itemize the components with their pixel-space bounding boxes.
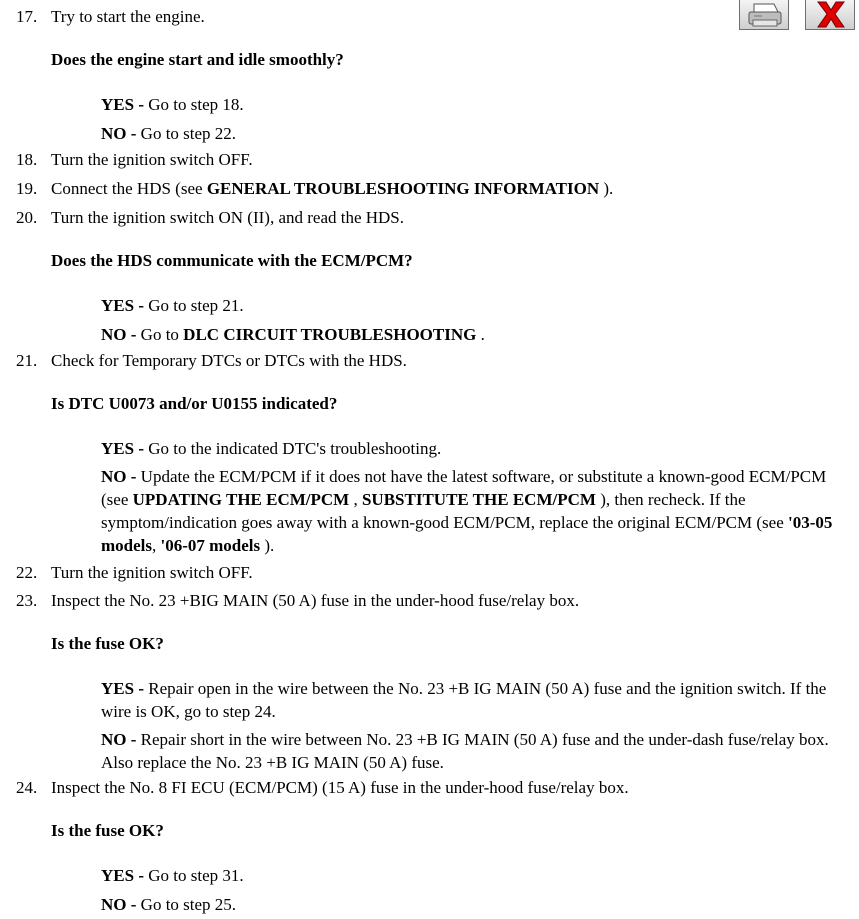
question: Does the HDS communicate with the ECM/PCM? [51, 251, 413, 270]
toolbar [729, 0, 859, 32]
answer-yes [101, 294, 846, 317]
link-updating-ecm-pcm[interactable]: UPDATING THE ECM/PCM [132, 490, 350, 509]
answer-no [101, 122, 846, 145]
step-number: 22. [16, 563, 38, 582]
text-fragment: Update the ECM/PCM if it does not have the latest software, or substitute a known-good ECM/PCM (see [101, 467, 827, 509]
text-fragment: ), then recheck. If the symptom/indication goes away with a known-good ECM/PCM, replace the original ECM/PCM (see [101, 490, 788, 532]
no-label: NO - [101, 124, 137, 143]
answer-text: Go to the indicated DTC's troubleshooting. [148, 439, 442, 458]
text-fragment: , [349, 490, 362, 509]
answer-text: Go to step 22. [140, 124, 237, 143]
print-button[interactable] [739, 0, 789, 30]
answer-yes [101, 437, 846, 460]
text-fragment: . [476, 325, 485, 344]
no-label: NO - [101, 325, 137, 344]
yes-label: YES - [101, 95, 144, 114]
text-fragment: Go to [140, 325, 184, 344]
step-text: Try to start the engine. [51, 7, 205, 26]
step-number: 17. [16, 7, 38, 26]
question: Is DTC U0073 and/or U0155 indicated? [51, 394, 338, 413]
answer-yes [101, 864, 846, 887]
step-number: 19. [16, 179, 38, 198]
link-06-07-models[interactable]: '06-07 models [160, 536, 261, 555]
link-substitute-ecm-pcm[interactable]: SUBSTITUTE THE ECM/PCM [361, 490, 596, 509]
text-fragment: ). [599, 179, 614, 198]
step-number: 21. [16, 351, 38, 370]
answer-yes [101, 93, 846, 116]
step-number: 23. [16, 591, 38, 610]
answer-text: Go to step 31. [148, 866, 244, 885]
answer-text: Go to step 21. [148, 296, 244, 315]
step-text: Turn the ignition switch OFF. [51, 150, 253, 169]
step-text: Check for Temporary DTCs or DTCs with the HDS. [51, 351, 407, 370]
text-fragment: ). [260, 536, 275, 555]
answer-text: Repair short in the wire between No. 23 +B IG MAIN (50 A) fuse and the under-dash fuse/relay box. Also replace the No. 23 +B IG MAIN (50 A) fuse. [101, 730, 829, 772]
answer-yes [101, 677, 846, 723]
question: Does the engine start and idle smoothly? [51, 50, 344, 69]
link-dlc-circuit-troubleshooting[interactable]: DLC CIRCUIT TROUBLESHOOTING [183, 325, 477, 344]
answer-text: Repair open in the wire between the No. 23 +B IG MAIN (50 A) fuse and the ignition switch. If the wire is OK, go to step 24. [101, 679, 827, 721]
answer-text: Go to step 18. [148, 95, 244, 114]
step-number: 24. [16, 778, 38, 797]
printer-icon [740, 0, 790, 30]
no-label: NO - [101, 895, 137, 914]
step-text: Inspect the No. 8 FI ECU (ECM/PCM) (15 A) fuse in the under-hood fuse/relay box. [51, 778, 629, 797]
link-general-troubleshooting[interactable]: GENERAL TROUBLESHOOTING INFORMATION [206, 179, 600, 198]
text-fragment: , [152, 536, 161, 555]
answer-no [101, 893, 846, 916]
link-03-05-models[interactable]: '03-05 models [101, 513, 833, 555]
text-fragment: Connect the HDS (see [51, 179, 207, 198]
step-number: 20. [16, 208, 38, 227]
question: Is the fuse OK? [51, 821, 164, 840]
yes-label: YES - [101, 679, 144, 698]
yes-label: YES - [101, 439, 144, 458]
yes-label: YES - [101, 866, 144, 885]
step-text: Inspect the No. 23 +BIG MAIN (50 A) fuse in the under-hood fuse/relay box. [51, 591, 580, 610]
step-text: Turn the ignition switch OFF. [51, 563, 253, 582]
question: Is the fuse OK? [51, 634, 164, 653]
no-label: NO - [101, 467, 137, 486]
step-text: Turn the ignition switch ON (II), and read the HDS. [51, 208, 405, 227]
close-x-icon [806, 0, 856, 30]
answer-no [101, 465, 846, 557]
no-label: NO - [101, 730, 137, 749]
yes-label: YES - [101, 296, 144, 315]
close-button[interactable] [805, 0, 855, 30]
answer-no [101, 323, 846, 346]
step-number: 18. [16, 150, 38, 169]
answer-text: Go to step 25. [140, 895, 237, 914]
answer-no [101, 728, 846, 774]
step-text [51, 179, 613, 199]
